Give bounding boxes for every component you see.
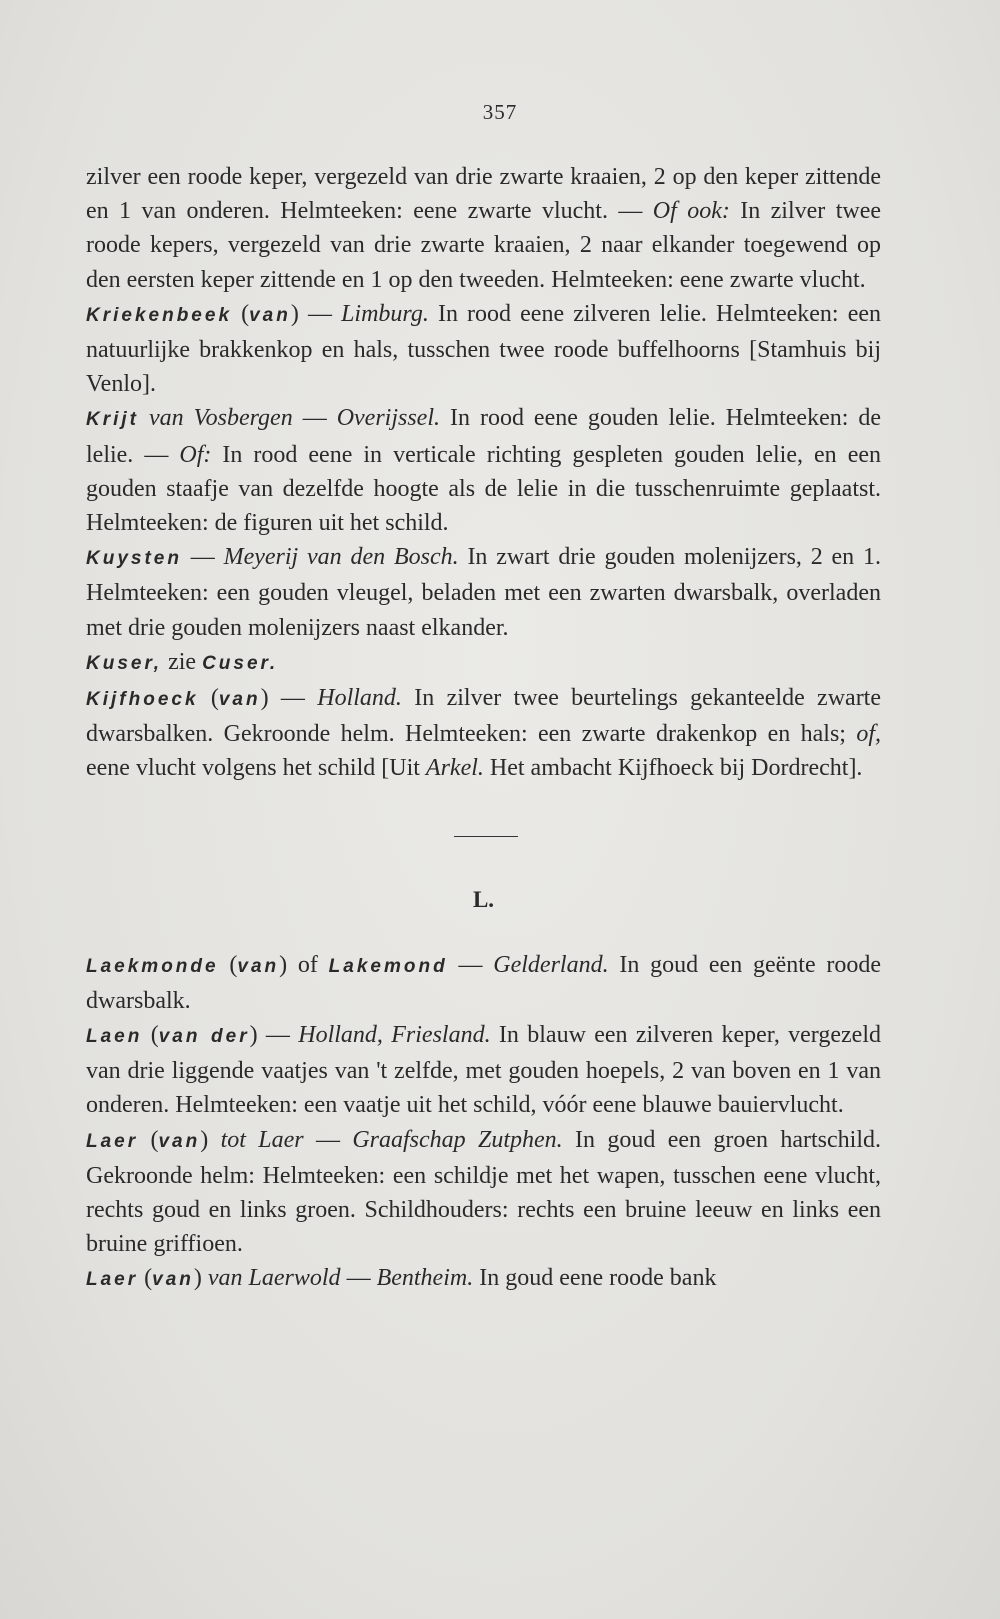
text: ) — xyxy=(290,300,342,327)
text: ( xyxy=(142,1022,159,1049)
text: zie xyxy=(162,648,203,675)
text: In blauw een zilveren keper, vergezeld van drie liggende vaatjes van 't zelfde, met gouden hoepels, 2 van boven en 1 van onderen. Helmteeken: een vaatje uit het schild, vóór eene blauwe bauiervlucht. xyxy=(86,1022,881,1119)
region-name: Graafschap Zutphen. xyxy=(352,1126,563,1153)
italic-text: of, xyxy=(856,721,881,748)
page-number: 357 xyxy=(482,100,518,124)
text: eene vlucht volgens het schild [Uit xyxy=(86,755,426,782)
region-name: Limburg. xyxy=(341,300,429,327)
region-name: Meyerij van den Bosch. xyxy=(223,544,459,571)
entry-heading: Laer xyxy=(86,1130,139,1152)
text: zilver een roode keper, vergezeld van drie zwarte kraaien, 2 op den keper zittende en 1 van onderen. Helmteeken: eene zwarte vlucht. — xyxy=(86,164,881,225)
text: ( xyxy=(198,685,219,712)
region-name: Bentheim. xyxy=(376,1265,474,1292)
italic-text: Of: xyxy=(179,441,212,468)
text: ( xyxy=(138,1126,159,1153)
text: — xyxy=(340,1265,377,1292)
region-name: Holland. xyxy=(317,685,402,712)
entry-heading: Kuysten xyxy=(86,548,182,570)
entry-laekmonde xyxy=(86,948,881,1018)
entry-heading-particle: van xyxy=(218,689,261,711)
text: In goud een geënte roode dwarsbalk. xyxy=(86,951,882,1014)
region-name: Gelderland. xyxy=(493,951,609,978)
text: In zilver twee roode kepers, vergezeld van drie zwarte kraaien, 2 naar elkander toegewend op den eersten keper zittende en 1 op den tweeden. Helmteeken: eene zwarte vlucht. xyxy=(86,198,881,293)
text: — xyxy=(292,405,337,432)
entry-heading: Kuser, xyxy=(86,652,163,674)
italic-text: Arkel. xyxy=(425,755,484,782)
region-name: Holland, Friesland. xyxy=(298,1022,491,1049)
section-heading: L. xyxy=(472,886,495,912)
entry-kuser xyxy=(86,645,881,681)
text: In goud een groen hartschild. Gekroonde helm: Helmteeken: een schildje met het wapen, tusschen eene vlucht, rechts goud en links groen. Schildhouders: rechts een bruine leeuw en links een bruine griffioen. xyxy=(86,1126,881,1258)
italic-text: van Vosbergen xyxy=(148,405,293,432)
entry-heading-particle: van xyxy=(158,1130,201,1152)
entry-kijfhoeck xyxy=(86,681,881,786)
entry-heading: Laer xyxy=(86,1269,139,1291)
entry-heading: Krijt xyxy=(86,409,139,431)
entry-heading-particle: van xyxy=(237,955,280,977)
entry-kriekenbeek xyxy=(86,297,881,402)
entry-heading: Kijfhoeck xyxy=(86,689,199,711)
text: In goud eene roode bank xyxy=(473,1265,717,1292)
entry-heading: Laekmonde xyxy=(86,955,219,977)
entry-heading: Lakemond xyxy=(328,955,448,977)
text: In zilver twee beurtelings gekanteelde zwarte dwarsbalken. Gekroonde helm. Helmteeken: een zwarte drakenkop en hals; xyxy=(86,685,882,748)
italic-text: Of ook: xyxy=(652,198,730,225)
entry-laer-tot-laer xyxy=(86,1123,881,1262)
text: ( xyxy=(218,951,238,978)
entry-heading-particle: van xyxy=(152,1269,194,1291)
text: — xyxy=(447,951,494,978)
text: ) xyxy=(193,1265,208,1292)
cross-reference: Cuser. xyxy=(202,652,279,674)
text: ) xyxy=(200,1126,221,1153)
entry-heading-particle: van xyxy=(249,304,291,326)
text: In rood eene in verticale richting gespleten gouden lelie, en een gouden staafje van dezelfde hoogte als de lelie in die tusschenruimte geplaatst. Helmteeken: de figuren uit het schild. xyxy=(86,441,881,537)
section-divider xyxy=(86,786,881,860)
entry-heading: Kriekenbeek xyxy=(86,304,233,326)
entry-krijt xyxy=(86,401,881,540)
text: ) of xyxy=(279,951,329,978)
text: In zwart drie gouden molenijzers, 2 en 1. Helmteeken: een gouden vleugel, beladen met een zwarten dwarsbalk, overladen met drie gouden molenijzers naast elkander. xyxy=(86,544,881,641)
text: — xyxy=(303,1126,353,1153)
entry-paragraph xyxy=(86,160,881,297)
entry-laer-van-laerwold xyxy=(86,1261,881,1297)
text: In rood eene zilveren lelie. Helmteeken: een natuurlijke brakkenkop en hals, tusschen twee roode buffelhoorns [Stamhuis bij Venlo]. xyxy=(86,300,882,398)
text: ) — xyxy=(249,1022,299,1049)
italic-text: van Laerwold xyxy=(207,1265,341,1292)
entry-laen xyxy=(86,1018,881,1123)
text: ) — xyxy=(260,685,318,712)
text: Het ambacht Kijfhoeck bij Dordrecht]. xyxy=(483,755,863,782)
text: ( xyxy=(232,300,250,327)
region-name: Overijssel. xyxy=(336,405,440,432)
entry-kuysten xyxy=(86,540,881,645)
italic-text: tot Laer xyxy=(220,1126,304,1153)
text: — xyxy=(181,544,224,571)
entry-heading-particle: van der xyxy=(158,1026,250,1048)
text xyxy=(139,405,149,431)
horizontal-rule xyxy=(454,836,518,837)
entry-heading: Laen xyxy=(86,1026,143,1048)
text: In rood eene gouden lelie. Helmteeken: de lelie. — xyxy=(86,405,882,468)
text-body xyxy=(86,160,881,1298)
text: ( xyxy=(138,1265,153,1292)
